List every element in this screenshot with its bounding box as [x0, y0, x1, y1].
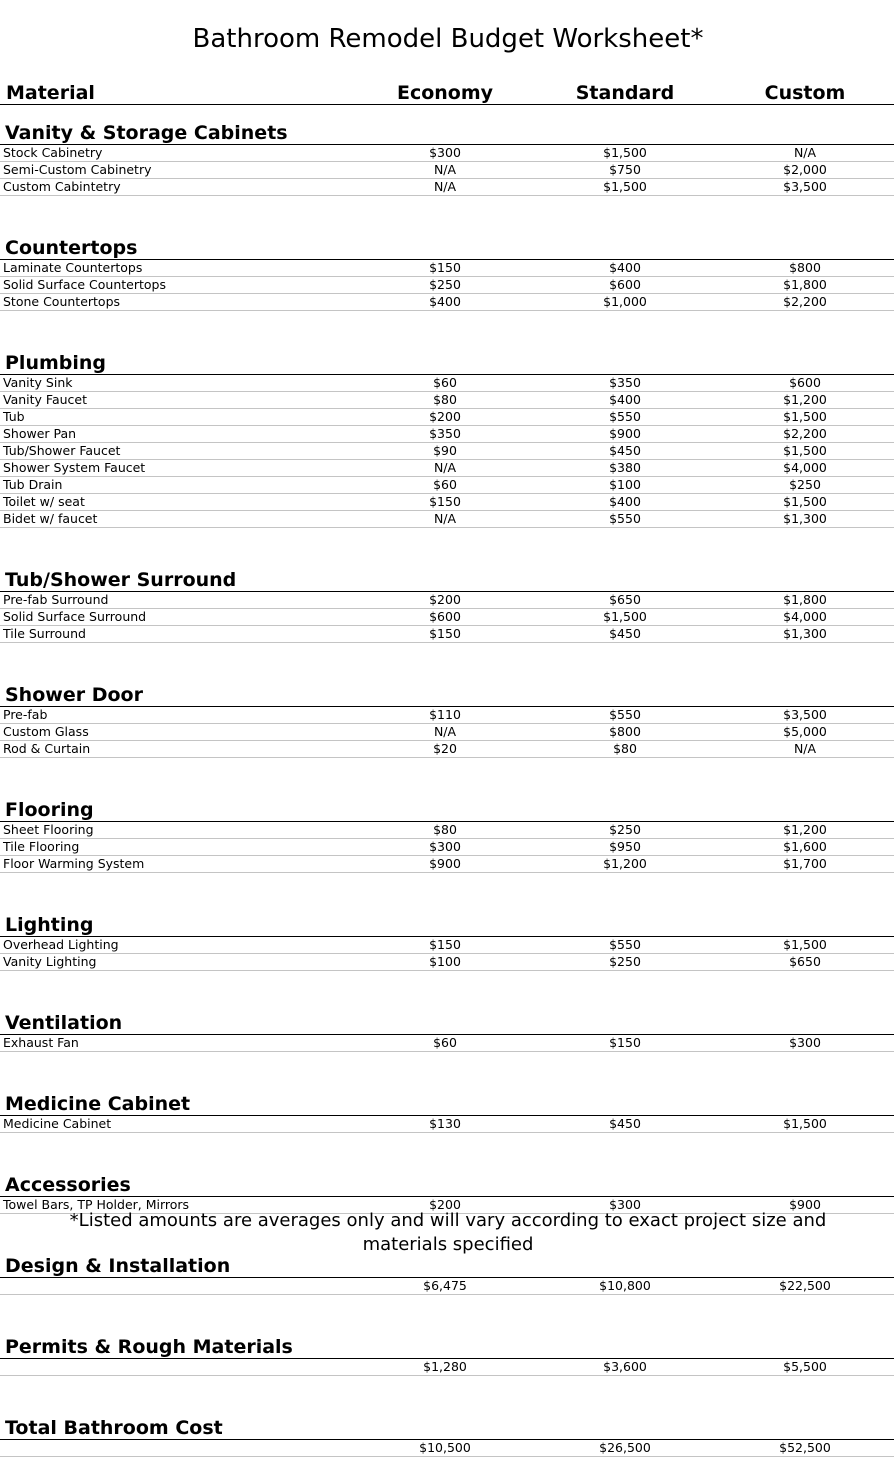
- table-row: [0, 1440, 894, 1457]
- section-header: [0, 897, 894, 937]
- custom-value: $1,200: [783, 392, 827, 407]
- standard-value: $1,500: [603, 179, 647, 194]
- item-name: Toilet w/ seat: [3, 494, 85, 509]
- table-row: [0, 592, 894, 609]
- item-name: Bidet w/ faucet: [3, 511, 98, 526]
- item-name: Vanity Lighting: [3, 954, 97, 969]
- section-title: Medicine Cabinet: [5, 1093, 191, 1115]
- standard-value: $800: [609, 724, 641, 739]
- section: [0, 1319, 896, 1400]
- custom-value: $3,500: [783, 179, 827, 194]
- economy-value: $200: [429, 1197, 461, 1212]
- section: [0, 897, 896, 995]
- standard-value: $750: [609, 162, 641, 177]
- economy-value: $1,280: [423, 1359, 467, 1374]
- section-header: [0, 335, 894, 375]
- custom-value: $600: [789, 375, 821, 390]
- table-row: [0, 937, 894, 954]
- economy-value: N/A: [433, 179, 457, 194]
- economy-value: $400: [429, 294, 461, 309]
- item-name: Shower Pan: [3, 426, 77, 441]
- item-name: Stone Countertops: [3, 294, 121, 309]
- table-row: [0, 409, 894, 426]
- custom-value: $1,300: [783, 626, 827, 641]
- economy-value: $600: [429, 609, 461, 624]
- section-title: Lighting: [5, 914, 94, 936]
- item-name: Medicine Cabinet: [3, 1116, 112, 1131]
- item-name: Tile Surround: [3, 626, 86, 641]
- custom-value: $300: [789, 1035, 821, 1050]
- table-row: [0, 839, 894, 856]
- standard-value: $3,600: [603, 1359, 647, 1374]
- table-row: [0, 954, 894, 971]
- section-title: Plumbing: [5, 352, 107, 374]
- section-header: [0, 1400, 894, 1440]
- column-header-standard: Standard: [575, 82, 675, 104]
- item-name: Floor Warming System: [3, 856, 145, 871]
- custom-value: $2,000: [783, 162, 827, 177]
- custom-value: $250: [789, 477, 821, 492]
- standard-value: $250: [609, 954, 641, 969]
- economy-value: $300: [429, 839, 461, 854]
- table-row: [0, 375, 894, 392]
- custom-value: $4,000: [783, 609, 827, 624]
- item-name: Rod & Curtain: [3, 741, 91, 756]
- table-row: [0, 1035, 894, 1052]
- section-title: Accessories: [5, 1174, 131, 1196]
- standard-value: $650: [609, 592, 641, 607]
- item-name: Overhead Lighting: [3, 937, 119, 952]
- table-row: [0, 460, 894, 477]
- standard-value: $250: [609, 822, 641, 837]
- section-header: [0, 782, 894, 822]
- item-name: Tub/Shower Faucet: [3, 443, 121, 458]
- custom-value: $1,800: [783, 277, 827, 292]
- economy-value: N/A: [433, 460, 457, 475]
- standard-value: $100: [609, 477, 641, 492]
- economy-value: $6,475: [423, 1278, 467, 1293]
- item-name: Sheet Flooring: [3, 822, 94, 837]
- custom-value: N/A: [793, 741, 817, 756]
- column-header-material: Material: [6, 82, 95, 104]
- footnote: *Listed amounts are averages only and will vary according to exact project size and materials specified: [69, 1210, 827, 1255]
- table-row: [0, 145, 894, 162]
- table-row: [0, 1359, 894, 1376]
- economy-value: $250: [429, 277, 461, 292]
- standard-value: $450: [609, 443, 641, 458]
- item-name: Tub Drain: [3, 477, 63, 492]
- table-row: [0, 609, 894, 626]
- economy-value: $900: [429, 856, 461, 871]
- section-header: [0, 667, 894, 707]
- economy-value: $350: [429, 426, 461, 441]
- item-name: Tile Flooring: [3, 839, 80, 854]
- custom-value: $1,500: [783, 937, 827, 952]
- section-title: Flooring: [5, 799, 94, 821]
- section: [0, 552, 896, 667]
- section-header: [0, 995, 894, 1035]
- economy-value: $150: [429, 937, 461, 952]
- standard-value: $550: [609, 937, 641, 952]
- section: [0, 1076, 896, 1157]
- standard-value: $400: [609, 392, 641, 407]
- item-name: Vanity Sink: [3, 375, 73, 390]
- table-row: [0, 443, 894, 460]
- section: [0, 1400, 896, 1457]
- custom-value: N/A: [793, 145, 817, 160]
- table-row: [0, 1278, 894, 1295]
- standard-value: $1,500: [603, 145, 647, 160]
- standard-value: $1,000: [603, 294, 647, 309]
- column-header-economy: Economy: [396, 82, 494, 104]
- table-row: [0, 260, 894, 277]
- table-row: [0, 162, 894, 179]
- standard-value: $600: [609, 277, 641, 292]
- section: [0, 782, 896, 897]
- column-header-row: [0, 80, 894, 105]
- item-name: Shower System Faucet: [3, 460, 146, 475]
- standard-value: $300: [609, 1197, 641, 1212]
- item-name: Solid Surface Surround: [3, 609, 147, 624]
- section-title: Tub/Shower Surround: [5, 569, 237, 591]
- section-title: Total Bathroom Cost: [5, 1417, 223, 1439]
- table-row: [0, 1116, 894, 1133]
- section-title: Permits & Rough Materials: [5, 1336, 293, 1358]
- table-row: [0, 277, 894, 294]
- section: [0, 105, 896, 220]
- economy-value: $200: [429, 592, 461, 607]
- custom-value: $5,500: [783, 1359, 827, 1374]
- economy-value: $20: [433, 741, 457, 756]
- table-row: [0, 724, 894, 741]
- item-name: Vanity Faucet: [3, 392, 87, 407]
- custom-value: $1,300: [783, 511, 827, 526]
- custom-value: $1,500: [783, 494, 827, 509]
- standard-value: $450: [609, 1116, 641, 1131]
- table-row: [0, 294, 894, 311]
- custom-value: $1,800: [783, 592, 827, 607]
- standard-value: $80: [613, 741, 637, 756]
- item-name: Tub: [3, 409, 25, 424]
- custom-value: $1,700: [783, 856, 827, 871]
- section-header: [0, 1319, 894, 1359]
- standard-value: $26,500: [599, 1440, 651, 1455]
- economy-value: $130: [429, 1116, 461, 1131]
- section-header: [0, 220, 894, 260]
- custom-value: $1,500: [783, 1116, 827, 1131]
- item-name: Solid Surface Countertops: [3, 277, 166, 292]
- economy-value: N/A: [433, 511, 457, 526]
- table-row: [0, 477, 894, 494]
- item-name: Pre-fab Surround: [3, 592, 109, 607]
- custom-value: $1,600: [783, 839, 827, 854]
- economy-value: $100: [429, 954, 461, 969]
- standard-value: $550: [609, 511, 641, 526]
- section-header: [0, 552, 894, 592]
- economy-value: N/A: [433, 162, 457, 177]
- table-row: [0, 179, 894, 196]
- table-row: [0, 494, 894, 511]
- table-row: [0, 741, 894, 758]
- table-row: [0, 856, 894, 873]
- standard-value: $550: [609, 707, 641, 722]
- standard-value: $1,200: [603, 856, 647, 871]
- item-name: Custom Cabintetry: [3, 179, 121, 194]
- custom-value: $4,000: [783, 460, 827, 475]
- section-title: Shower Door: [5, 684, 143, 706]
- standard-value: $550: [609, 409, 641, 424]
- economy-value: $80: [433, 822, 457, 837]
- table-row: [0, 822, 894, 839]
- table-row: [0, 707, 894, 724]
- table-row: [0, 626, 894, 643]
- custom-value: $650: [789, 954, 821, 969]
- economy-value: $150: [429, 626, 461, 641]
- standard-value: $450: [609, 626, 641, 641]
- item-name: Towel Bars, TP Holder, Mirrors: [3, 1197, 190, 1212]
- economy-value: $300: [429, 145, 461, 160]
- economy-value: $60: [433, 375, 457, 390]
- custom-value: $2,200: [783, 294, 827, 309]
- section-header: [0, 105, 894, 145]
- page-title: Bathroom Remodel Budget Worksheet*: [192, 24, 704, 54]
- economy-value: $10,500: [419, 1440, 471, 1455]
- custom-value: $3,500: [783, 707, 827, 722]
- economy-value: $200: [429, 409, 461, 424]
- section-title: Ventilation: [5, 1012, 123, 1034]
- custom-value: $1,200: [783, 822, 827, 837]
- standard-value: $380: [609, 460, 641, 475]
- table-row: [0, 426, 894, 443]
- economy-value: $80: [433, 392, 457, 407]
- section-title: Countertops: [5, 237, 138, 259]
- economy-value: $150: [429, 260, 461, 275]
- standard-value: $150: [609, 1035, 641, 1050]
- section-title: Vanity & Storage Cabinets: [5, 122, 288, 144]
- section-header: [0, 1157, 894, 1197]
- section: [0, 995, 896, 1076]
- standard-value: $950: [609, 839, 641, 854]
- custom-value: $800: [789, 260, 821, 275]
- item-name: Laminate Countertops: [3, 260, 143, 275]
- custom-value: $1,500: [783, 443, 827, 458]
- section-header: [0, 1076, 894, 1116]
- item-name: Exhaust Fan: [3, 1035, 79, 1050]
- item-name: Stock Cabinetry: [3, 145, 103, 160]
- custom-value: $22,500: [779, 1278, 831, 1293]
- custom-value: $5,000: [783, 724, 827, 739]
- section: [0, 667, 896, 782]
- custom-value: $2,200: [783, 426, 827, 441]
- section-title: Design & Installation: [5, 1255, 231, 1277]
- item-name: Pre-fab: [3, 707, 48, 722]
- standard-value: $900: [609, 426, 641, 441]
- economy-value: $150: [429, 494, 461, 509]
- standard-value: $1,500: [603, 609, 647, 624]
- economy-value: $60: [433, 1035, 457, 1050]
- standard-value: $400: [609, 260, 641, 275]
- economy-value: N/A: [433, 724, 457, 739]
- table-row: [0, 392, 894, 409]
- section: [0, 335, 896, 552]
- standard-value: $10,800: [599, 1278, 651, 1293]
- column-header-custom: Custom: [764, 82, 846, 104]
- custom-value: $52,500: [779, 1440, 831, 1455]
- standard-value: $350: [609, 375, 641, 390]
- item-name: Semi-Custom Cabinetry: [3, 162, 152, 177]
- section: [0, 220, 896, 335]
- custom-value: $900: [789, 1197, 821, 1212]
- economy-value: $60: [433, 477, 457, 492]
- standard-value: $400: [609, 494, 641, 509]
- economy-value: $90: [433, 443, 457, 458]
- custom-value: $1,500: [783, 409, 827, 424]
- item-name: Custom Glass: [3, 724, 89, 739]
- table-row: [0, 511, 894, 528]
- economy-value: $110: [429, 707, 461, 722]
